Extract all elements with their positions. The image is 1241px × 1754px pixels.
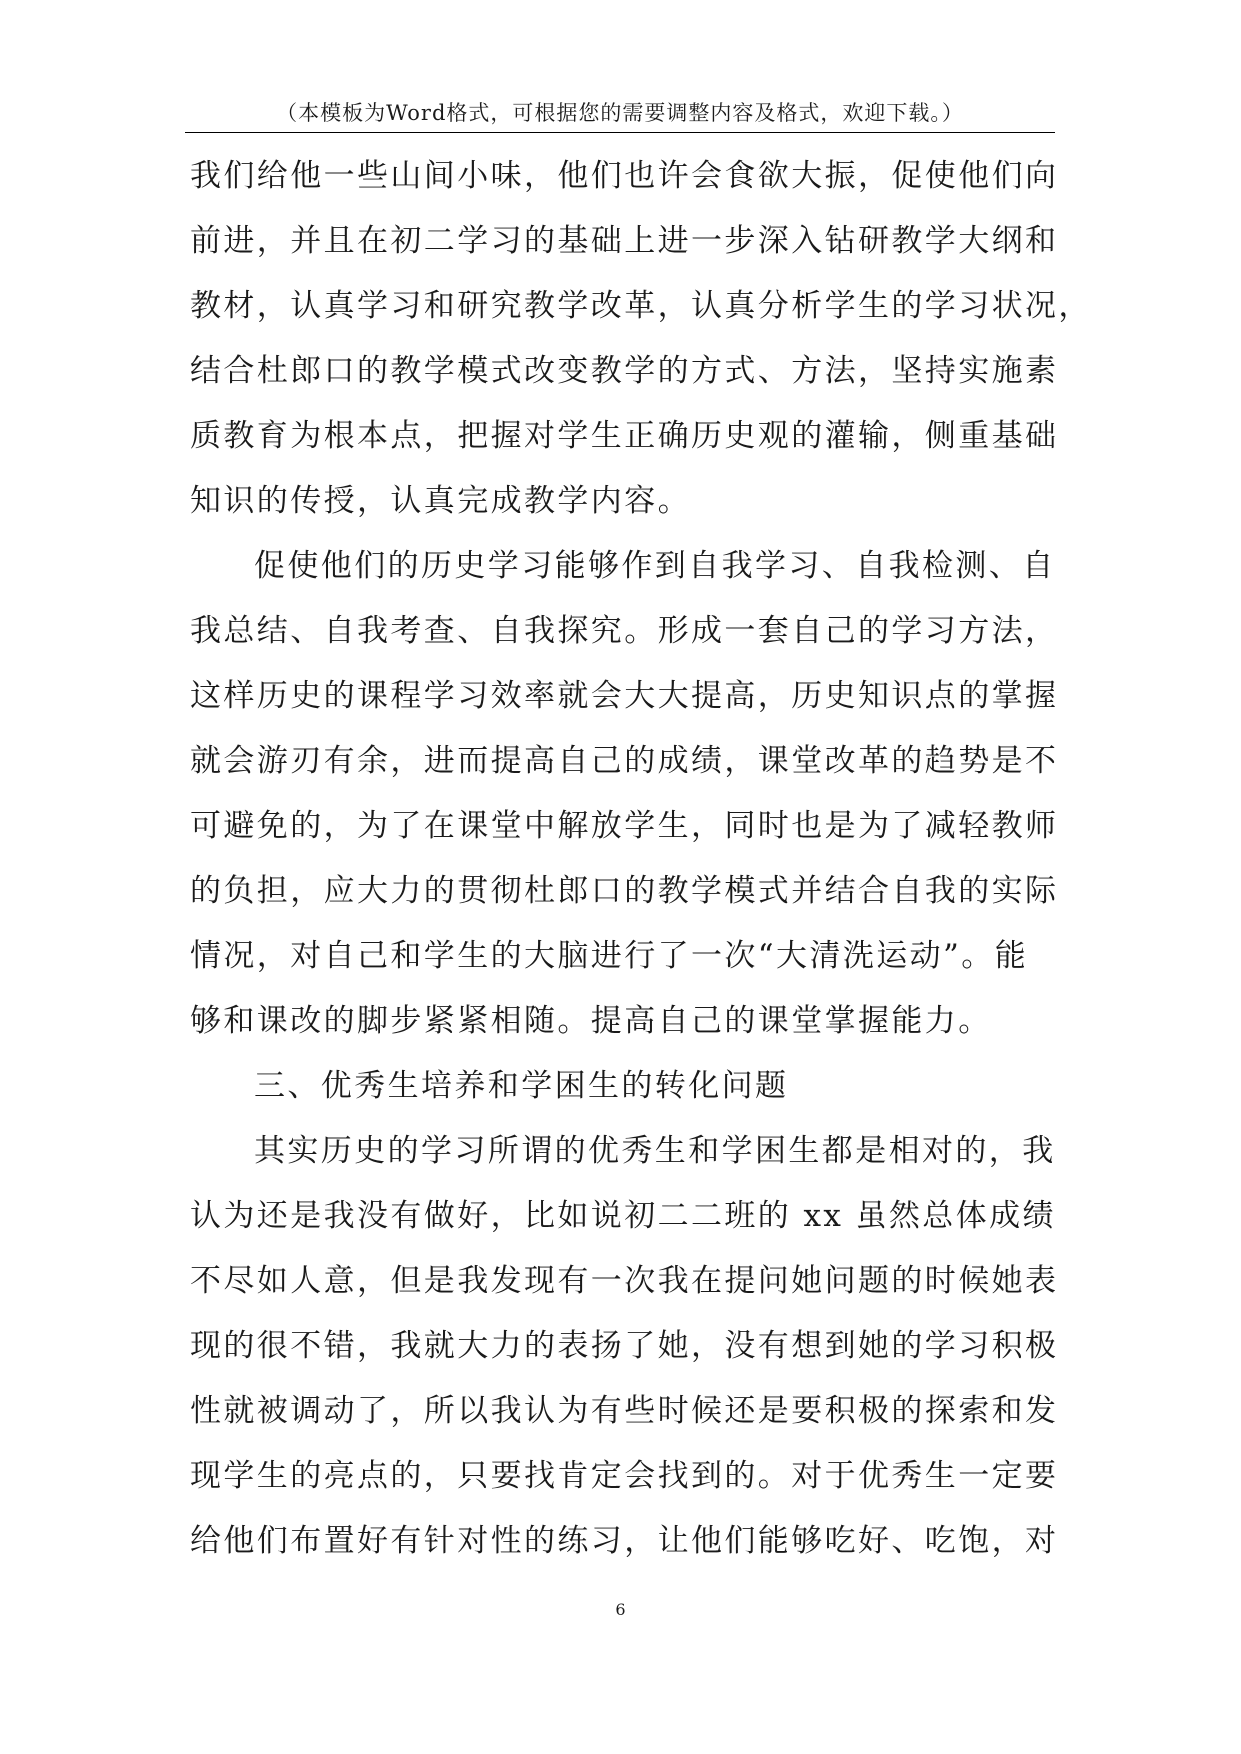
page-number: 6 bbox=[615, 1600, 626, 1619]
paragraph-line: 够和课改的脚步紧紧相随。提高自己的课堂掌握能力。 bbox=[190, 1003, 992, 1039]
paragraph-line: 性就被调动了，所以我认为有些时候还是要积极的探索和发 bbox=[190, 1393, 1059, 1429]
paragraph-first-line: 其实历史的学习所谓的优秀生和学困生都是相对的，我 bbox=[254, 1133, 1056, 1169]
template-header-note: （本模板为Word格式，可根据您的需要调整内容及格式，欢迎下载。） bbox=[276, 101, 964, 125]
paragraph-line: 教材，认真学习和研究教学改革，认真分析学生的学习状况， bbox=[190, 288, 1092, 324]
paragraph-line: 情况，对自己和学生的大脑进行了一次“大清洗运动”。能 bbox=[190, 938, 1029, 974]
paragraph-line: 这样历史的课程学习效率就会大大提高，历史知识点的掌握 bbox=[190, 678, 1059, 714]
paragraph-line: 前进，并且在初二学习的基础上进一步深入钻研教学大纲和 bbox=[190, 223, 1059, 259]
section-heading: 三、优秀生培养和学困生的转化问题 bbox=[254, 1068, 789, 1104]
paragraph-first-line: 促使他们的历史学习能够作到自我学习、自我检测、自 bbox=[254, 548, 1056, 584]
paragraph-line: 可避免的，为了在课堂中解放学生，同时也是为了减轻教师 bbox=[190, 808, 1059, 844]
paragraph-line: 知识的传授，认真完成教学内容。 bbox=[190, 483, 691, 519]
paragraph-line: 质教育为根本点，把握对学生正确历史观的灌输，侧重基础 bbox=[190, 418, 1059, 454]
paragraph-line: 现学生的亮点的，只要找肯定会找到的。对于优秀生一定要 bbox=[190, 1458, 1059, 1494]
header-divider bbox=[185, 132, 1055, 133]
paragraph-line: 认为还是我没有做好，比如说初二二班的 xx 虽然总体成绩 bbox=[190, 1198, 1056, 1234]
document-body bbox=[190, 144, 1092, 1574]
paragraph-line: 的负担，应大力的贯彻杜郎口的教学模式并结合自我的实际 bbox=[190, 873, 1059, 909]
paragraph-line: 结合杜郎口的教学模式改变教学的方式、方法，坚持实施素 bbox=[190, 353, 1059, 389]
paragraph-line: 给他们布置好有针对性的练习，让他们能够吃好、吃饱，对 bbox=[190, 1523, 1059, 1559]
paragraph-line: 我总结、自我考查、自我探究。形成一套自己的学习方法， bbox=[190, 613, 1059, 649]
paragraph-line: 我们给他一些山间小味，他们也许会食欲大振，促使他们向 bbox=[190, 158, 1059, 194]
paragraph-line: 就会游刃有余，进而提高自己的成绩，课堂改革的趋势是不 bbox=[190, 743, 1059, 779]
paragraph-line: 现的很不错，我就大力的表扬了她，没有想到她的学习积极 bbox=[190, 1328, 1059, 1364]
paragraph-line: 不尽如人意，但是我发现有一次我在提问她问题的时候她表 bbox=[190, 1263, 1059, 1299]
